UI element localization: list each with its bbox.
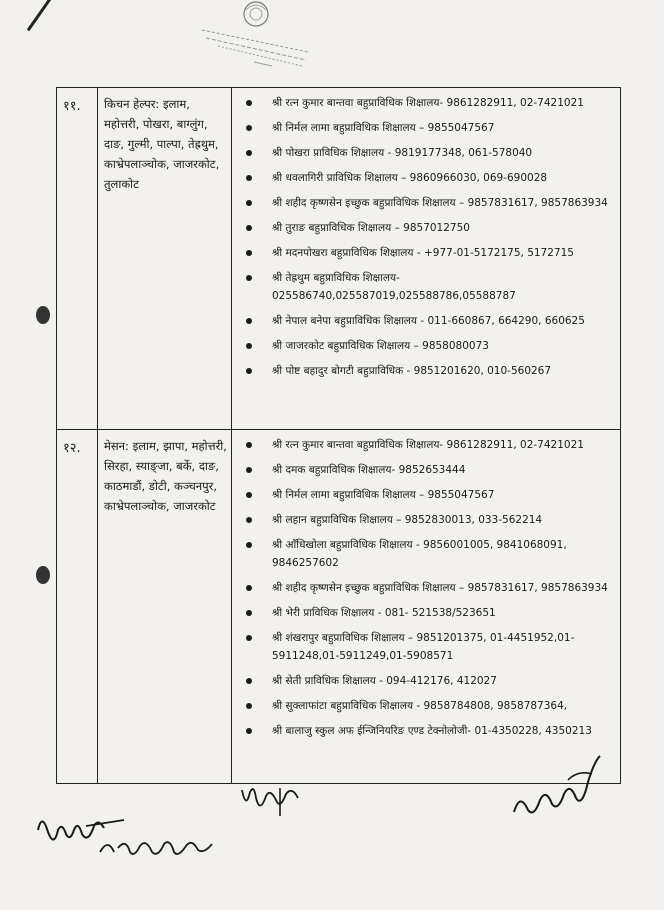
table-row (57, 430, 621, 784)
list-item: श्री दमक बहुप्राविधिक शिक्षालय- 9852653444 (238, 461, 616, 479)
list-item: श्री आँधिखोला बहुप्राविधिक शिक्षालय - 9856001005, 9841068091, 9846257602 (238, 536, 616, 572)
list-item: श्री सुक्लाफांटा बहुप्राविधिक शिक्षालय - 9858784808, 9858787364, (238, 697, 616, 715)
trade-category: मेसन: इलाम, झापा, महोत्तरी, सिरहा, स्याङ्जा, बर्के, दाङ, काठमाडौं, डोटी, कञ्चनपुर, काभ्रेपलाञ्चोक, जाजरकोट (98, 430, 232, 784)
institution-list (238, 436, 616, 740)
list-item: श्री मदनपोखरा बहुप्राविधिक शिक्षालय - +977-01-5172175, 5172715 (238, 244, 616, 262)
list-item: श्री निर्मल लामा बहुप्राविधिक शिक्षालय – 9855047567 (238, 486, 616, 504)
list-item: श्री तुराङ बहुप्राविधिक शिक्षालय – 9857012750 (238, 219, 616, 237)
list-item: श्री जाजरकोट बहुप्राविधिक शिक्षालय – 9858080073 (238, 337, 616, 355)
list-item: श्री भेरी प्राविधिक शिक्षालय - 081- 521538/523651 (238, 604, 616, 622)
trade-category: किचन हेल्पर: इलाम, महोत्तरी, पोखरा, बाग्लुंग, दाङ, गुल्मी, पाल्पा, तेह्रथुम, काभ्रेपलाञ्चोक, जाजरकोट, तुलाकोट (98, 88, 232, 430)
list-item: श्री लहान बहुप्राविधिक शिक्षालय – 9852830013, 033-562214 (238, 511, 616, 529)
list-item: श्री रत्न कुमार बान्तवा बहुप्राविधिक शिक्षालय- 9861282911, 02-7421021 (238, 436, 616, 454)
list-item: श्री शहीद कृष्णसेन इच्छुक बहुप्राविधिक शिक्षालय – 9857831617, 9857863934 (238, 194, 616, 212)
row-number: ११. (57, 88, 98, 430)
initials-signature (236, 780, 306, 820)
pen-stroke-mark (27, 0, 52, 31)
institution-list (238, 94, 616, 380)
row-number: १२. (57, 430, 98, 784)
list-item: श्री पोष्ट बहादुर बोगटी बहुप्राविधिक - 9851201620, 010-560267 (238, 362, 616, 380)
office-seal-stamp (198, 0, 318, 80)
institution-list-cell (232, 430, 621, 784)
list-item: श्री शहीद कृष्णसेन इच्छुक बहुप्राविधिक शिक्षालय – 9857831617, 9857863934 (238, 579, 616, 597)
list-item: श्री तेह्रथुम बहुप्राविधिक शिक्षालय- 025586740,025587019,025588786,05588787 (238, 269, 616, 305)
list-item: श्री बालाजु स्कुल अफ ईन्जिनियरिङ एण्ड टेक्नोलोजी- 01-4350228, 4350213 (238, 722, 616, 740)
list-item: श्री सेती प्राविधिक शिक्षालय - 094-412176, 412027 (238, 672, 616, 690)
list-item: श्री रत्न कुमार बान्तवा बहुप्राविधिक शिक्षालय- 9861282911, 02-7421021 (238, 94, 616, 112)
list-item: श्री नेपाल बनेपा बहुप्राविधिक शिक्षालय - 011-660867, 664290, 660625 (238, 312, 616, 330)
punch-hole (36, 566, 50, 584)
signature-with-date (28, 808, 228, 868)
list-item: श्री पोखरा प्राविधिक शिक्षालय - 9819177348, 061-578040 (238, 144, 616, 162)
list-item: श्री धवलागिरी प्राविधिक शिक्षालय – 9860966030, 069-690028 (238, 169, 616, 187)
table-row (57, 88, 621, 430)
punch-hole (36, 306, 50, 324)
list-item: श्री शंखरापुर बहुप्राविधिक शिक्षालय – 9851201375, 01-4451952,01-5911248,01-5911249,01-5908571 (238, 629, 616, 665)
institution-table (56, 87, 621, 784)
institution-list-cell (232, 88, 621, 430)
list-item: श्री निर्मल लामा बहुप्राविधिक शिक्षालय – 9855047567 (238, 119, 616, 137)
official-signature (508, 752, 608, 822)
